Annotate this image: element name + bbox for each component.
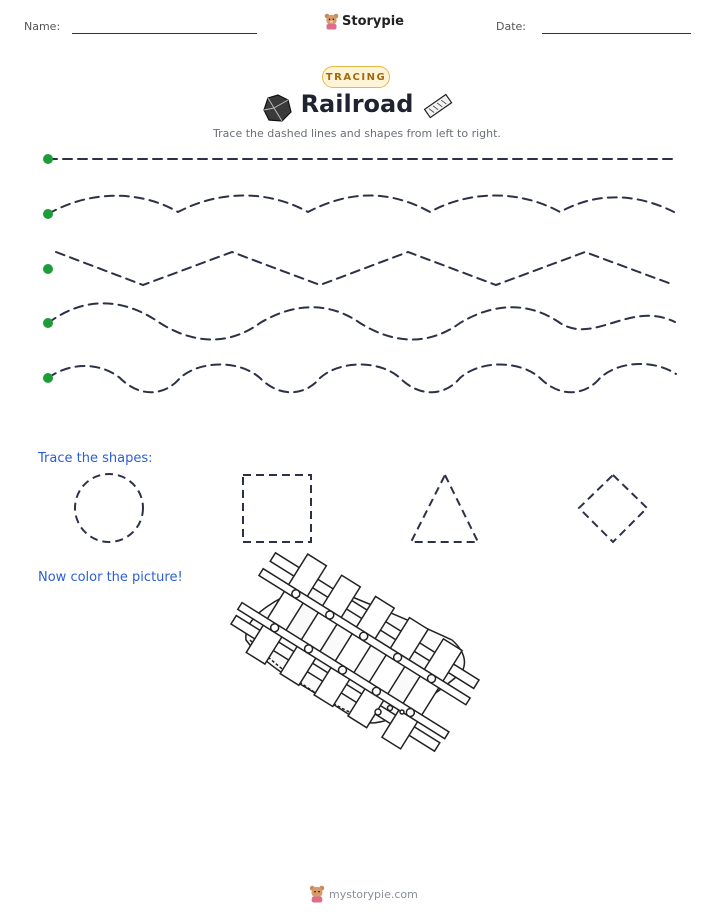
start-dot bbox=[43, 318, 53, 328]
trace-triangle[interactable] bbox=[411, 475, 478, 542]
bear-icon bbox=[309, 885, 325, 903]
trace-diamond[interactable] bbox=[579, 475, 647, 542]
trace-line-bumps[interactable] bbox=[48, 364, 676, 392]
rock-icon bbox=[264, 95, 291, 121]
trace-line-wave[interactable] bbox=[48, 303, 675, 339]
trace-square[interactable] bbox=[243, 475, 311, 542]
tracing-badge: TRACING bbox=[322, 66, 390, 88]
brand-name: Storypie bbox=[342, 14, 404, 29]
instructions: Trace the dashed lines and shapes from left to right. bbox=[213, 127, 501, 140]
start-dot bbox=[43, 264, 53, 274]
color-section-label: Now color the picture! bbox=[38, 570, 183, 585]
start-dot bbox=[43, 373, 53, 383]
railroad-illustration bbox=[221, 538, 489, 766]
plank-icon bbox=[425, 94, 452, 117]
footer bbox=[309, 885, 418, 903]
name-label: Name: bbox=[24, 20, 61, 33]
trace-circle[interactable] bbox=[75, 474, 143, 542]
start-dot bbox=[43, 209, 53, 219]
trace-line-zigzag[interactable] bbox=[56, 252, 674, 285]
trace-line-arcs[interactable] bbox=[48, 196, 674, 215]
page-title: Railroad bbox=[300, 90, 414, 118]
date-label: Date: bbox=[496, 20, 526, 33]
shapes-section-label: Trace the shapes: bbox=[38, 451, 153, 466]
footer-site[interactable]: mystorypie.com bbox=[329, 887, 418, 901]
start-dot bbox=[43, 154, 53, 164]
